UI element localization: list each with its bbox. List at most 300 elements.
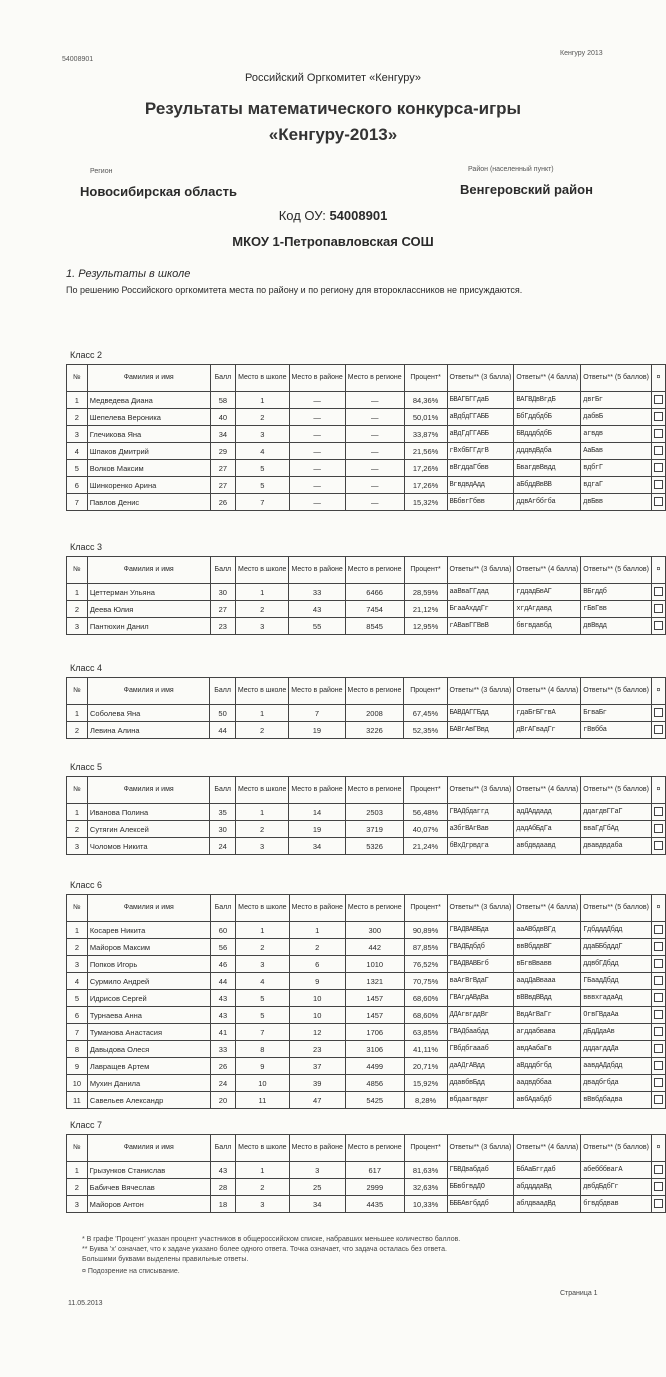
column-header-flag: ¤ xyxy=(651,365,665,392)
column-header-percent: Процент* xyxy=(404,678,447,705)
suspicion-checkbox[interactable] xyxy=(654,959,663,968)
cell-pct: 70,75% xyxy=(404,973,447,990)
cell-dp: — xyxy=(289,426,345,443)
suspicion-cell xyxy=(651,1075,665,1092)
cell-sp: 3 xyxy=(236,1196,289,1213)
cell-a4: вБгвВвавв xyxy=(514,956,581,973)
cell-dp: 7 xyxy=(289,705,345,722)
suspicion-checkbox[interactable] xyxy=(654,841,663,850)
cell-score: 46 xyxy=(210,956,235,973)
column-header-score: Балл xyxy=(210,895,235,922)
cell-a3: ГВАгдАВдВа xyxy=(447,990,514,1007)
results-table xyxy=(66,677,666,739)
column-header-district-place: Место в районе xyxy=(289,678,345,705)
cell-a5: гВвбба xyxy=(581,722,652,739)
table-row xyxy=(67,460,666,477)
table-row xyxy=(67,494,666,511)
column-header-flag: ¤ xyxy=(651,895,665,922)
cell-a4: дддвдВдба xyxy=(514,443,581,460)
cell-score: 24 xyxy=(210,1075,235,1092)
cell-n: 5 xyxy=(67,990,88,1007)
cell-dp: 10 xyxy=(289,990,345,1007)
cell-a3: аЗбгВАгВав xyxy=(447,821,514,838)
cell-score: 41 xyxy=(210,1024,235,1041)
cell-n: 4 xyxy=(67,443,88,460)
column-header-district-place: Место в районе xyxy=(289,895,345,922)
suspicion-checkbox[interactable] xyxy=(654,604,663,613)
column-header-name: Фамилия и имя xyxy=(87,777,210,804)
column-header-school-place: Место в школе xyxy=(235,678,288,705)
cell-dp: 19 xyxy=(289,821,345,838)
cell-pct: 63,85% xyxy=(404,1024,447,1041)
cell-rp: 6466 xyxy=(345,584,404,601)
footnote-cheating: ¤ Подозрение на списывание. xyxy=(82,1268,180,1275)
cell-a3: ваАгВгВдаГ xyxy=(447,973,514,990)
table-row xyxy=(67,1179,666,1196)
suspicion-checkbox[interactable] xyxy=(654,925,663,934)
cell-name: Турнаева Анна xyxy=(87,1007,210,1024)
table-row xyxy=(67,990,666,1007)
table-row xyxy=(67,939,666,956)
cell-rp: — xyxy=(345,460,404,477)
cell-sp: 10 xyxy=(236,1075,289,1092)
cell-n: 1 xyxy=(67,705,88,722)
region-label: Регион xyxy=(90,168,113,175)
cell-dp: 34 xyxy=(289,1196,345,1213)
cell-pct: 87,85% xyxy=(404,939,447,956)
cell-a5: агвдв xyxy=(581,426,652,443)
suspicion-checkbox[interactable] xyxy=(654,1182,663,1191)
district-value: Венгеровский район xyxy=(460,182,593,197)
cell-a5: вдгаГ xyxy=(581,477,652,494)
cell-a3: ВгвдвдАдд xyxy=(447,477,514,494)
cell-a4: БбГддбдбБ xyxy=(514,409,581,426)
cell-rp: 5326 xyxy=(345,838,404,855)
cell-rp: 4435 xyxy=(345,1196,404,1213)
cell-n: 9 xyxy=(67,1058,88,1075)
cell-pct: 21,24% xyxy=(404,838,447,855)
table-row xyxy=(67,477,666,494)
class-label: Класс 7 xyxy=(70,1120,103,1130)
table-header-row xyxy=(67,678,666,705)
suspicion-cell xyxy=(651,705,665,722)
cell-a3: ГВАДБдбдб xyxy=(447,939,514,956)
column-header-school-place: Место в школе xyxy=(236,365,289,392)
cell-a3: ГВАДВАВБгб xyxy=(447,956,514,973)
cell-rp: — xyxy=(345,477,404,494)
cell-rp: — xyxy=(345,443,404,460)
column-header-percent: Процент* xyxy=(404,557,447,584)
class-label: Класс 4 xyxy=(70,663,103,673)
table-row xyxy=(67,426,666,443)
cell-score: 40 xyxy=(210,409,235,426)
cell-score: 18 xyxy=(210,1196,235,1213)
cell-pct: 8,28% xyxy=(404,1092,447,1109)
table-row xyxy=(67,821,666,838)
cell-name: Попков Игорь xyxy=(87,956,210,973)
table-row xyxy=(67,409,666,426)
cell-pct: 68,60% xyxy=(404,990,447,1007)
cell-score: 27 xyxy=(210,477,235,494)
cell-name: Грызунков Станислав xyxy=(87,1162,210,1179)
cell-a3: гВхбБГГдгВ xyxy=(447,443,514,460)
cell-pct: 67,45% xyxy=(404,705,447,722)
cell-rp: 2008 xyxy=(345,705,404,722)
cell-rp: 3719 xyxy=(345,821,404,838)
column-header-num: № xyxy=(67,1135,88,1162)
cell-dp: 14 xyxy=(289,804,345,821)
suspicion-checkbox[interactable] xyxy=(654,824,663,833)
cell-a3: даАДгАВдд xyxy=(447,1058,514,1075)
cell-name: Савельев Александр xyxy=(87,1092,210,1109)
cell-sp: 1 xyxy=(235,705,288,722)
cell-score: 43 xyxy=(210,1007,235,1024)
doc-code-top-left: 54008901 xyxy=(62,56,94,63)
cell-dp: 3 xyxy=(289,1162,345,1179)
column-header-ans4: Ответы** (4 балла) xyxy=(514,895,581,922)
cell-n: 1 xyxy=(67,804,88,821)
suspicion-checkbox[interactable] xyxy=(654,1095,663,1104)
cell-a5: ГБаадДбдд xyxy=(581,973,652,990)
suspicion-cell xyxy=(651,426,665,443)
suspicion-cell xyxy=(651,477,665,494)
column-header-region-place: Место в регионе xyxy=(345,777,404,804)
table-row xyxy=(67,601,666,618)
table-row xyxy=(67,973,666,990)
cell-rp: 1457 xyxy=(345,990,404,1007)
cell-a5: двбдБдбГг xyxy=(581,1179,652,1196)
cell-score: 34 xyxy=(210,426,235,443)
suspicion-checkbox[interactable] xyxy=(654,708,663,717)
cell-name: Медведева Диана xyxy=(87,392,210,409)
cell-dp: — xyxy=(289,392,345,409)
cell-pct: 33,87% xyxy=(404,426,447,443)
cell-sp: 1 xyxy=(236,1162,289,1179)
suspicion-cell xyxy=(651,973,665,990)
cell-a3: БАВДАГГБдд xyxy=(447,705,514,722)
cell-sp: 3 xyxy=(236,618,289,635)
cell-rp: 1010 xyxy=(345,956,404,973)
cell-score: 30 xyxy=(210,821,236,838)
suspicion-checkbox[interactable] xyxy=(654,1010,663,1019)
column-header-ans3: Ответы** (3 балла) xyxy=(447,895,514,922)
cell-dp: 39 xyxy=(289,1075,345,1092)
cell-dp: 33 xyxy=(289,584,345,601)
column-header-num: № xyxy=(67,895,88,922)
table-row xyxy=(67,1024,666,1041)
cell-rp: 442 xyxy=(345,939,404,956)
table-row xyxy=(67,705,666,722)
column-header-ans5: Ответы** (5 баллов) xyxy=(581,777,652,804)
table-row xyxy=(67,1196,666,1213)
cell-dp: 9 xyxy=(289,973,345,990)
suspicion-checkbox[interactable] xyxy=(654,1027,663,1036)
cell-n: 1 xyxy=(67,392,88,409)
cell-name: Соболева Яна xyxy=(88,705,210,722)
column-header-score: Балл xyxy=(210,365,235,392)
table-row xyxy=(67,443,666,460)
cell-a5: вваГдГбАд xyxy=(581,821,652,838)
table-row xyxy=(67,838,666,855)
cell-a3: БгааАхддГг xyxy=(447,601,514,618)
suspicion-checkbox[interactable] xyxy=(654,993,663,1002)
cell-score: 56 xyxy=(210,939,235,956)
cell-pct: 20,71% xyxy=(404,1058,447,1075)
cell-a4: адДАддадд xyxy=(514,804,581,821)
table-row xyxy=(67,1162,666,1179)
cell-name: Иванова Полина xyxy=(87,804,210,821)
cell-name: Косарев Никита xyxy=(87,922,210,939)
table-row xyxy=(67,618,666,635)
cell-n: 7 xyxy=(67,1024,88,1041)
cell-name: Волков Максим xyxy=(87,460,210,477)
district-label: Район (населенный пункт) xyxy=(468,166,554,173)
cell-n: 4 xyxy=(67,973,88,990)
cell-a3: гАВавГГВвВ xyxy=(447,618,514,635)
cell-sp: 2 xyxy=(236,409,289,426)
cell-a4: агддабвава xyxy=(514,1024,581,1041)
cell-sp: 4 xyxy=(236,443,289,460)
results-table xyxy=(66,776,666,855)
cell-n: 5 xyxy=(67,460,88,477)
column-header-district-place: Место в районе xyxy=(289,777,345,804)
cell-pct: 56,48% xyxy=(404,804,447,821)
cell-a5: бгвдбдвав xyxy=(581,1196,652,1213)
section-title: 1. Результаты в школе xyxy=(66,268,191,280)
suspicion-checkbox[interactable] xyxy=(654,976,663,985)
cell-rp: — xyxy=(345,392,404,409)
column-header-ans3: Ответы** (3 балла) xyxy=(447,678,514,705)
cell-score: 27 xyxy=(210,460,235,477)
suspicion-checkbox[interactable] xyxy=(654,725,663,734)
suspicion-checkbox[interactable] xyxy=(654,587,663,596)
suspicion-cell xyxy=(651,443,665,460)
cell-pct: 81,63% xyxy=(404,1162,447,1179)
suspicion-checkbox[interactable] xyxy=(654,395,663,404)
suspicion-cell xyxy=(651,922,665,939)
cell-name: Сурмило Андрей xyxy=(87,973,210,990)
cell-sp: 2 xyxy=(236,1179,289,1196)
cell-a3: ГВбдбгаааб xyxy=(447,1041,514,1058)
cell-score: 43 xyxy=(210,1162,235,1179)
cell-sp: 1 xyxy=(236,922,289,939)
table-row xyxy=(67,1075,666,1092)
cell-a3: ГВАДВАВБда xyxy=(447,922,514,939)
cell-rp: — xyxy=(345,494,404,511)
cell-score: 23 xyxy=(210,618,235,635)
table-row xyxy=(67,1092,666,1109)
cell-sp: 1 xyxy=(235,804,288,821)
suspicion-checkbox[interactable] xyxy=(654,1165,663,1174)
cell-a5: БгваБг xyxy=(581,705,652,722)
suspicion-checkbox[interactable] xyxy=(654,446,663,455)
suspicion-checkbox[interactable] xyxy=(654,807,663,816)
cell-a4: ааАВбдвВГд xyxy=(514,922,581,939)
cell-a3: ааВваГГдад xyxy=(447,584,514,601)
table-header-row xyxy=(67,1135,666,1162)
cell-rp: 8545 xyxy=(345,618,404,635)
cell-name: Чоломов Никита xyxy=(87,838,210,855)
cell-sp: 1 xyxy=(236,392,289,409)
table-row xyxy=(67,1058,666,1075)
cell-name: Мухин Данила xyxy=(87,1075,210,1092)
column-header-ans5: Ответы** (5 баллов) xyxy=(581,895,652,922)
cell-score: 58 xyxy=(210,392,235,409)
cell-a5: ддаББбдддГ xyxy=(581,939,652,956)
footnote-answers: ** Буква 'х' означает, что к задаче указано более одного ответа. Точка означает, что задача осталась без ответа. xyxy=(82,1246,447,1253)
cell-a3: БАВгАвГВвд xyxy=(447,722,514,739)
column-header-name: Фамилия и имя xyxy=(87,365,210,392)
column-header-percent: Процент* xyxy=(404,777,447,804)
table-row xyxy=(67,722,666,739)
cell-score: 44 xyxy=(210,722,236,739)
suspicion-cell xyxy=(651,804,665,821)
cell-rp: 5425 xyxy=(345,1092,404,1109)
cell-a5: двБвв xyxy=(581,494,652,511)
cell-name: Давыдова Олеся xyxy=(87,1041,210,1058)
suspicion-checkbox[interactable] xyxy=(654,480,663,489)
cell-a5: дабвБ xyxy=(581,409,652,426)
suspicion-checkbox[interactable] xyxy=(654,463,663,472)
column-header-ans5: Ответы** (5 баллов) xyxy=(581,557,652,584)
suspicion-checkbox[interactable] xyxy=(654,1044,663,1053)
column-header-ans5: Ответы** (5 баллов) xyxy=(581,678,652,705)
cell-n: 8 xyxy=(67,1041,88,1058)
cell-a4: ВАГВДвВгдБ xyxy=(514,392,581,409)
cell-dp: 12 xyxy=(289,1024,345,1041)
results-table xyxy=(66,556,666,635)
column-header-score: Балл xyxy=(210,777,236,804)
column-header-district-place: Место в районе xyxy=(289,1135,345,1162)
cell-n: 6 xyxy=(67,477,88,494)
cell-sp: 3 xyxy=(236,426,289,443)
cell-rp: 1706 xyxy=(345,1024,404,1041)
cell-name: Шпаков Дмитрий xyxy=(87,443,210,460)
cell-a4: авбдвдаавд xyxy=(514,838,581,855)
suspicion-cell xyxy=(651,601,665,618)
suspicion-cell xyxy=(651,1024,665,1041)
cell-pct: 21,56% xyxy=(404,443,447,460)
cell-rp: 300 xyxy=(345,922,404,939)
cell-a3: БББАвгбддб xyxy=(447,1196,514,1213)
suspicion-checkbox[interactable] xyxy=(654,412,663,421)
cell-a4: вВВвдВВдд xyxy=(514,990,581,1007)
cell-rp: 2999 xyxy=(345,1179,404,1196)
cell-rp: 7454 xyxy=(345,601,404,618)
suspicion-checkbox[interactable] xyxy=(654,942,663,951)
column-header-score: Балл xyxy=(210,678,236,705)
cell-a4: авбАдабдб xyxy=(514,1092,581,1109)
cell-score: 43 xyxy=(210,990,235,1007)
cell-pct: 17,26% xyxy=(404,477,447,494)
footnote-percent: * В графе 'Процент' указан процент участников в общероссийском списке, набравших меньшее количество баллов. xyxy=(82,1236,461,1243)
ou-value: 54008901 xyxy=(329,208,388,223)
cell-name: Лавращев Артем xyxy=(87,1058,210,1075)
page-number: Страница 1 xyxy=(560,1290,598,1297)
cell-a4: хгдАгдавд xyxy=(514,601,581,618)
suspicion-checkbox[interactable] xyxy=(654,497,663,506)
suspicion-checkbox[interactable] xyxy=(654,1199,663,1208)
cell-dp: 10 xyxy=(289,1007,345,1024)
cell-name: Пантюхин Данил xyxy=(87,618,210,635)
suspicion-checkbox[interactable] xyxy=(654,429,663,438)
cell-sp: 2 xyxy=(235,821,288,838)
cell-sp: 11 xyxy=(236,1092,289,1109)
cell-rp: 617 xyxy=(345,1162,404,1179)
cell-n: 1 xyxy=(67,584,88,601)
cell-pct: 28,59% xyxy=(404,584,447,601)
cell-a4: БбАаБггдаб xyxy=(514,1162,581,1179)
column-header-ans4: Ответы** (4 балла) xyxy=(514,678,581,705)
cell-score: 26 xyxy=(210,1058,235,1075)
cell-name: Бабичев Вячеслав xyxy=(87,1179,210,1196)
column-header-school-place: Место в школе xyxy=(235,777,288,804)
table-row xyxy=(67,1041,666,1058)
cell-rp: 1457 xyxy=(345,1007,404,1024)
suspicion-cell xyxy=(651,1058,665,1075)
cell-dp: 47 xyxy=(289,1092,345,1109)
cell-a3: ББвбгвдДО xyxy=(447,1179,514,1196)
cell-name: Туманова Анастасия xyxy=(87,1024,210,1041)
column-header-district-place: Место в районе xyxy=(289,365,345,392)
cell-n: 3 xyxy=(67,956,88,973)
suspicion-checkbox[interactable] xyxy=(654,1078,663,1087)
cell-n: 2 xyxy=(67,939,88,956)
cell-score: 44 xyxy=(210,973,235,990)
cell-rp: 1321 xyxy=(345,973,404,990)
column-header-num: № xyxy=(67,365,88,392)
cell-pct: 21,12% xyxy=(404,601,447,618)
cell-dp: 1 xyxy=(289,922,345,939)
cell-a3: ГВАДбаабдд xyxy=(447,1024,514,1041)
cell-score: 29 xyxy=(210,443,235,460)
suspicion-checkbox[interactable] xyxy=(654,621,663,630)
organizer: Российский Оргкомитет «Кенгуру» xyxy=(245,72,421,84)
table-row xyxy=(67,1007,666,1024)
cell-score: 33 xyxy=(210,1041,235,1058)
cell-a5: вввхгадаАд xyxy=(581,990,652,1007)
cell-score: 30 xyxy=(210,584,235,601)
cell-pct: 15,32% xyxy=(404,494,447,511)
table-row xyxy=(67,956,666,973)
class-label: Класс 6 xyxy=(70,880,103,890)
cell-dp: 2 xyxy=(289,939,345,956)
doc-code-top-right: Кенгуру 2013 xyxy=(560,50,603,57)
suspicion-cell xyxy=(651,939,665,956)
cell-name: Майоров Антон xyxy=(87,1196,210,1213)
cell-dp: — xyxy=(289,494,345,511)
cell-a4: ввВбддвВГ xyxy=(514,939,581,956)
cell-a4: авдАабаГв xyxy=(514,1041,581,1058)
cell-a4: абддддаВд xyxy=(514,1179,581,1196)
column-header-percent: Процент* xyxy=(404,895,447,922)
suspicion-checkbox[interactable] xyxy=(654,1061,663,1070)
column-header-name: Фамилия и имя xyxy=(87,557,210,584)
table-header-row xyxy=(67,777,666,804)
suspicion-cell xyxy=(651,1007,665,1024)
class-label: Класс 5 xyxy=(70,762,103,772)
cell-n: 1 xyxy=(67,1162,88,1179)
column-header-name: Фамилия и имя xyxy=(87,895,210,922)
cell-n: 3 xyxy=(67,1196,88,1213)
column-header-num: № xyxy=(67,678,88,705)
cell-a5: абебббвагА xyxy=(581,1162,652,1179)
cell-a3: вВгддаГбвв xyxy=(447,460,514,477)
cell-n: 11 xyxy=(67,1092,88,1109)
cell-rp: — xyxy=(345,426,404,443)
table-header-row xyxy=(67,895,666,922)
column-header-flag: ¤ xyxy=(651,777,665,804)
